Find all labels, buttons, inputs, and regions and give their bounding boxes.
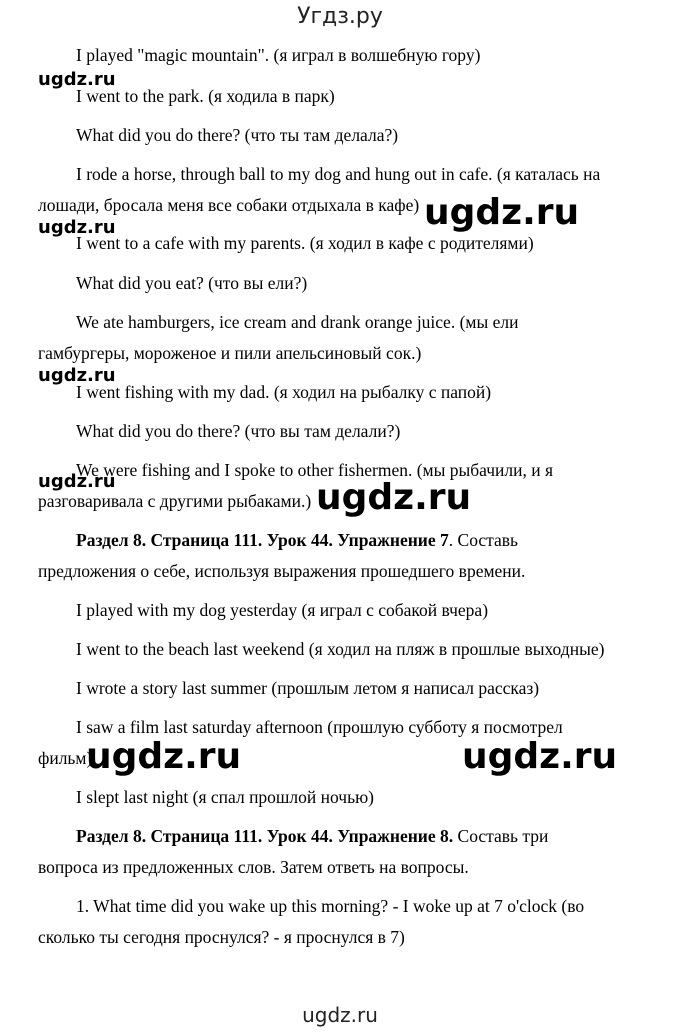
heading-continuation: Составь три bbox=[453, 826, 549, 846]
text-line: предложения о себе, используя выражения прошедшего времени. bbox=[38, 561, 526, 581]
text-line: гамбургеры, мороженое и пили апельсиновый сок.) bbox=[38, 343, 422, 363]
section-heading-line bbox=[76, 825, 548, 847]
text-line: We were fishing and I spoke to other fishermen. (мы рыбачили, и я bbox=[76, 460, 554, 480]
footer-watermark: ugdz.ru bbox=[302, 1003, 378, 1027]
text-line: I slept last night (я спал прошлой ночью) bbox=[76, 787, 374, 807]
text-line: I played with my dog yesterday (я играл с собакой вчера) bbox=[76, 600, 489, 620]
text-line: I went to the park. (я ходила в парк) bbox=[76, 86, 335, 106]
text-line: I went to a cafe with my parents. (я ходил в кафе с родителями) bbox=[76, 233, 534, 253]
text-line: лошади, бросала меня все собаки отдыхала в кафе) bbox=[38, 195, 420, 215]
text-line: I wrote a story last summer (прошлым летом я написал рассказ) bbox=[76, 678, 540, 698]
section-heading: Раздел 8. Страница 111. Урок 44. Упражнение 7 bbox=[76, 530, 449, 550]
section-heading-line bbox=[76, 529, 518, 551]
text-line: I saw a film last saturday afternoon (прошлую субботу я посмотрел bbox=[76, 717, 563, 737]
text-line: I rode a horse, through ball to my dog and hung out in cafe. (я каталась на bbox=[76, 164, 601, 184]
watermark: ugdz.ru bbox=[38, 365, 116, 386]
watermark: ugdz.ru bbox=[38, 69, 116, 90]
text-line: вопроса из предложенных слов. Затем ответь на вопросы. bbox=[38, 857, 469, 877]
watermark: ugdz.ru bbox=[38, 471, 116, 492]
watermark: ugdz.ru bbox=[86, 736, 242, 777]
text-line: I went fishing with my dad. (я ходил на рыбалку с папой) bbox=[76, 382, 492, 402]
watermark: ugdz.ru bbox=[424, 192, 580, 233]
watermark: ugdz.ru bbox=[462, 736, 618, 777]
text-line: What did you eat? (что вы ели?) bbox=[76, 273, 308, 293]
text-line: I played "magic mountain". (я играл в волшебную гору) bbox=[76, 45, 481, 65]
section-heading: Раздел 8. Страница 111. Урок 44. Упражнение 8. bbox=[76, 826, 454, 846]
watermark: ugdz.ru bbox=[38, 217, 116, 238]
watermark: ugdz.ru bbox=[316, 477, 472, 518]
text-line: сколько ты сегодня проснулся? - я проснулся в 7) bbox=[38, 927, 405, 947]
text-line: разговаривала с другими рыбаками.) bbox=[38, 491, 312, 511]
text-line: What did you do there? (что вы там делали?) bbox=[76, 421, 401, 441]
text-line: What did you do there? (что ты там делала?) bbox=[76, 125, 399, 145]
text-line: I went to the beach last weekend (я ходил на пляж в прошлые выходные) bbox=[76, 639, 605, 659]
site-title: Угдз.ру bbox=[297, 4, 383, 29]
heading-continuation: . Составь bbox=[448, 530, 519, 550]
text-line: We ate hamburgers, ice cream and drank orange juice. (мы ели bbox=[76, 312, 519, 332]
text-line: фильм) bbox=[38, 748, 93, 768]
text-line: 1. What time did you wake up this morning? - I woke up at 7 o'clock (во bbox=[76, 896, 585, 916]
